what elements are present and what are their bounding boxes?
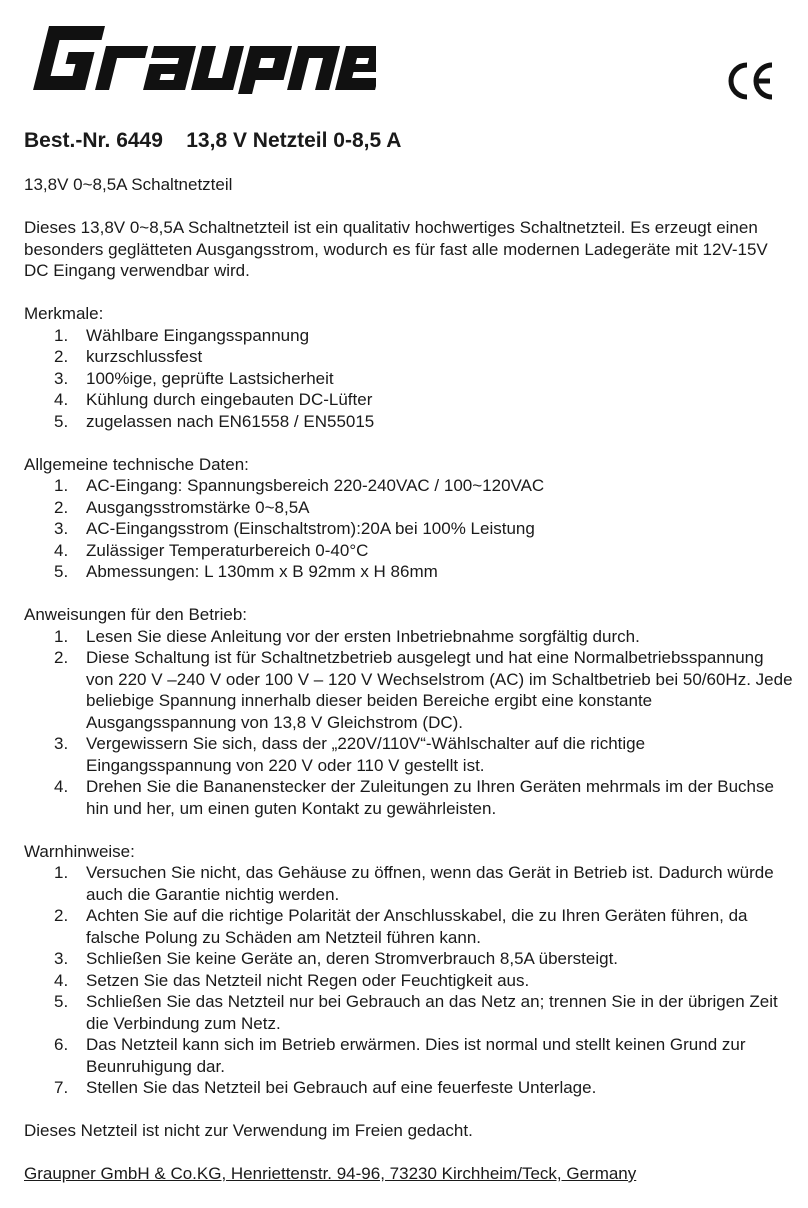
specs-heading: Allgemeine technische Daten: bbox=[24, 454, 249, 474]
list-item: 4. Drehen Sie die Bananenstecker der Zuleitungen zu Ihren Geräten mehrmals im der Buchse hin und her, um einen guten Kontakt zu gewährleisten. bbox=[54, 777, 774, 818]
list-item: 2. Diese Schaltung ist für Schaltnetzbetrieb ausgelegt und hat eine Normalbetriebsspannung von 220 V –240 V oder 100 V – 120 V Wechselstrom (AC) im Schaltbetrieb bei 50/60Hz. Jede beliebige Spannung innerhalb dieser beiden Bereiche ergibt eine konstante Ausgangsspannung von 13,8 V Gleichstrom (DC). bbox=[54, 648, 793, 732]
list-item: 3. AC-Eingangsstrom (Einschaltstrom):20A bei 100% Leistung bbox=[54, 519, 535, 538]
operation-heading: Anweisungen für den Betrieb: bbox=[24, 605, 248, 624]
list-item: 6. Das Netzteil kann sich im Betrieb erwärmen. Dies ist normal und stellt keinen Grund zur Beunruhigung dar. bbox=[54, 1035, 746, 1076]
list-item: 1. Versuchen Sie nicht, das Gehäuse zu öffnen, wenn das Gerät in Betrieb ist. Dadurch würde auch die Garantie nichtig werden. bbox=[54, 863, 774, 904]
list-item: 7. Stellen Sie das Netzteil bei Gebrauch auf eine feuerfeste Unterlage. bbox=[54, 1078, 597, 1097]
list-item: 5. Schließen Sie das Netzteil nur bei Gebrauch an das Netz an; trennen Sie in der übrigen Zeit die Verbindung zum Netz. bbox=[54, 992, 778, 1033]
features-list bbox=[24, 325, 794, 433]
outdoor-note: Dieses Netzteil ist nicht zur Verwendung im Freien gedacht. bbox=[24, 1121, 473, 1140]
list-item: 2. Ausgangsstromstärke 0~8,5A bbox=[54, 497, 310, 517]
list-item: 3. Schließen Sie keine Geräte an, deren Stromverbrauch 8,5A übersteigt. bbox=[54, 949, 619, 968]
list-item: 4. Kühlung durch eingebauten DC-Lüfter bbox=[54, 390, 373, 409]
intro-paragraph: Dieses 13,8V 0~8,5A Schaltnetzteil ist ein qualitativ hochwertiges Schaltnetzteil. Es erzeugt einen besonders geglätteten Ausgangsstrom, wodurch es für fast alle modernen Ladegeräte mit 12V-15V DC Eingang verwendbar wird. bbox=[24, 218, 768, 280]
list-item: 2. Achten Sie auf die richtige Polarität der Anschlusskabel, die zu Ihren Geräten führen, da falsche Polung zu Schäden am Netzteil führen kann. bbox=[54, 906, 748, 947]
company-address: Graupner GmbH & Co.KG, Henriettenstr. 94-96, 73230 Kirchheim/Teck, Germany bbox=[24, 1164, 637, 1183]
list-item: 3. 100%ige, geprüfte Lastsicherheit bbox=[54, 368, 334, 388]
document-body bbox=[24, 174, 794, 1185]
product-title: Best.-Nr. 6449 13,8 V Netzteil 0-8,5 A bbox=[24, 129, 402, 152]
warnings-list bbox=[24, 862, 794, 1099]
warnings-heading: Warnhinweise: bbox=[24, 841, 135, 861]
ce-mark-icon bbox=[726, 60, 776, 102]
list-item: 5. zugelassen nach EN61558 / EN55015 bbox=[54, 411, 375, 431]
operation-list bbox=[24, 626, 794, 820]
list-item: 1. Wählbare Eingangsspannung bbox=[54, 325, 310, 345]
features-heading: Merkmale: bbox=[24, 304, 104, 323]
list-item: 2. kurzschlussfest bbox=[54, 347, 203, 366]
list-item: 3. Vergewissern Sie sich, dass der „220V/110V“-Wählschalter auf die richtige Eingangsspannung von 220 V oder 110 V gestellt ist. bbox=[54, 734, 646, 775]
product-subtitle: 13,8V 0~8,5A Schaltnetzteil bbox=[24, 175, 233, 194]
list-item: 1. AC-Eingang: Spannungsbereich 220-240VAC / 100~120VAC bbox=[54, 476, 545, 495]
list-item: 4. Zulässiger Temperaturbereich 0-40°C bbox=[54, 540, 369, 560]
graupner-logo bbox=[28, 22, 376, 94]
specs-list bbox=[24, 475, 794, 583]
list-item: 1. Lesen Sie diese Anleitung vor der ersten Inbetriebnahme sorgfältig durch. bbox=[54, 626, 640, 646]
list-item: 5. Abmessungen: L 130mm x B 92mm x H 86mm bbox=[54, 562, 438, 581]
list-item: 4. Setzen Sie das Netzteil nicht Regen oder Feuchtigkeit aus. bbox=[54, 970, 530, 990]
